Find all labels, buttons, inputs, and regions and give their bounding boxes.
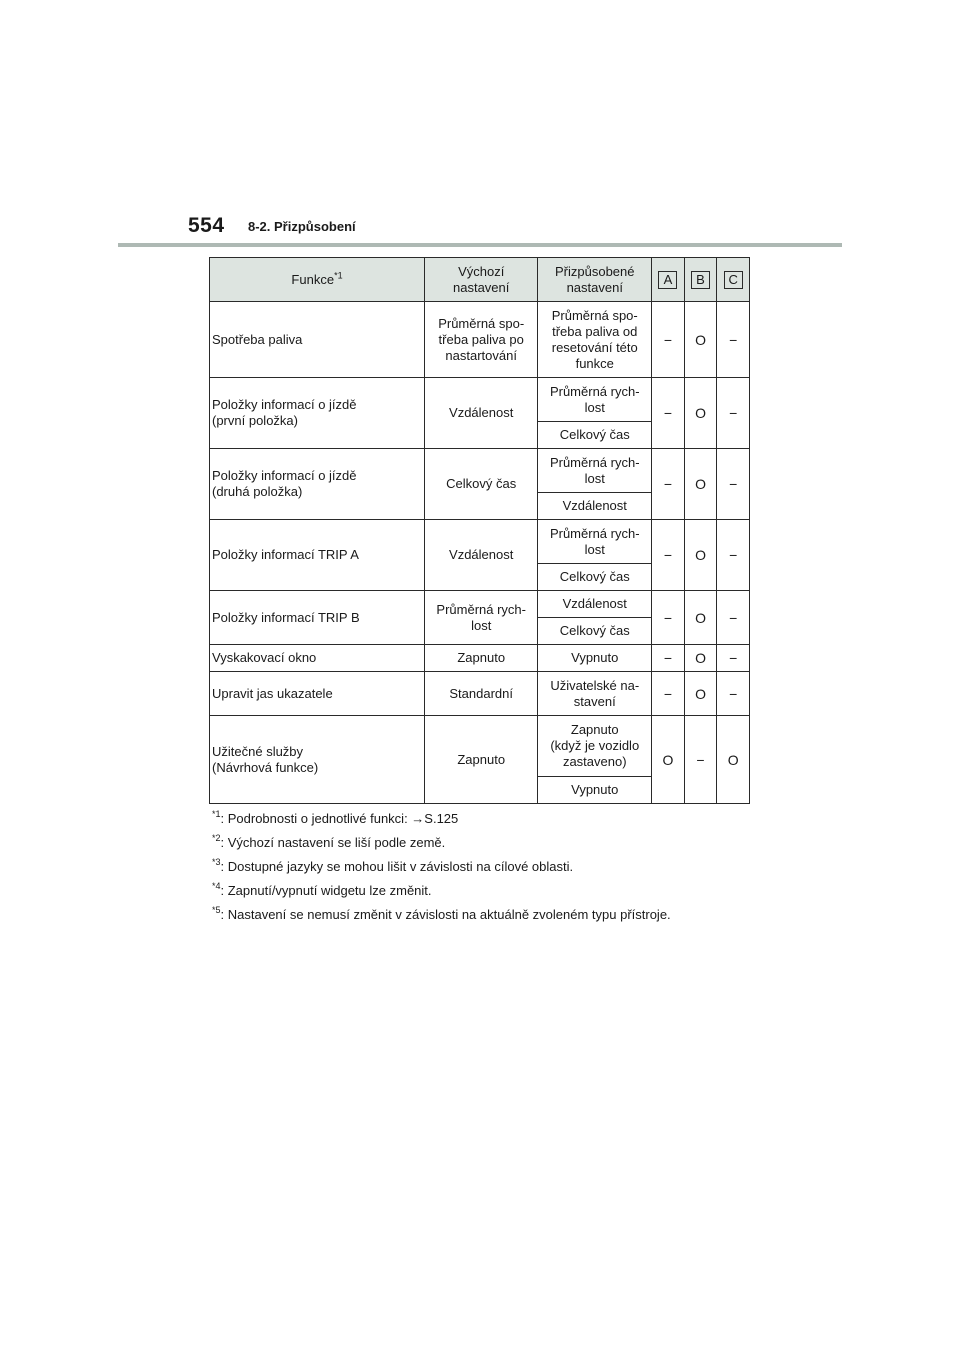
default-cell: Průměrná spo- třeba paliva po nastartování	[425, 302, 538, 378]
footnotes	[212, 811, 772, 931]
mark-cell-c: O	[717, 716, 750, 804]
footnote-item	[212, 859, 772, 883]
footnote-mark: *3	[212, 857, 221, 867]
mark-cell-a: −	[652, 645, 685, 672]
mark-cell-a: −	[652, 520, 685, 591]
table-row	[210, 449, 750, 493]
table-row	[210, 520, 750, 564]
footnote-text: : Nastavení se nemusí změnit v závislosti na aktuálně zvoleném typu přístroje.	[220, 907, 671, 922]
footnote-text: : Dostupné jazyky se mohou lišit v závislosti na cílové oblasti.	[220, 859, 574, 874]
feature-cell: Užitečné služby (Návrhová funkce)	[210, 716, 425, 804]
mark-cell-c: −	[717, 378, 750, 449]
custom-cell: Vypnuto	[538, 645, 652, 672]
custom-cell: Celkový čas	[538, 422, 652, 449]
settings-table	[209, 257, 750, 804]
footnote-item	[212, 907, 772, 931]
table-row	[210, 672, 750, 716]
mark-cell-c: −	[717, 645, 750, 672]
mark-cell-b: O	[684, 645, 717, 672]
footnote-ref: *1	[334, 270, 343, 281]
default-cell: Standardní	[425, 672, 538, 716]
mark-cell-a: −	[652, 672, 685, 716]
header-divider	[118, 243, 842, 247]
custom-cell: Průměrná spo- třeba paliva od resetování této funkce	[538, 302, 652, 378]
column-header-a: A	[652, 258, 685, 302]
footnote-mark: *4	[212, 881, 221, 891]
table-row	[210, 645, 750, 672]
footnote-item	[212, 883, 772, 907]
footnote-text: : Výchozí nastavení se liší podle země.	[220, 835, 446, 850]
footnote-mark: *2	[212, 833, 221, 843]
feature-cell: Položky informací o jízdě (druhá položka)	[210, 449, 425, 520]
feature-cell: Vyskakovací okno	[210, 645, 425, 672]
mark-cell-a: −	[652, 302, 685, 378]
feature-cell: Spotřeba paliva	[210, 302, 425, 378]
footnote-text: : Zapnutí/vypnutí widgetu lze změnit.	[220, 883, 432, 898]
mark-cell-a: −	[652, 378, 685, 449]
footnote-text: : Podrobnosti o jednotlivé funkci: →S.125	[220, 811, 459, 826]
custom-cell: Vzdálenost	[538, 493, 652, 520]
footnote-mark: *1	[212, 809, 221, 819]
mark-cell-a: O	[652, 716, 685, 804]
mark-cell-b: −	[684, 716, 717, 804]
column-header-default: Výchozí nastavení	[425, 258, 538, 302]
feature-cell: Položky informací o jízdě (první položka)	[210, 378, 425, 449]
default-cell: Celkový čas	[425, 449, 538, 520]
mark-cell-c: −	[717, 520, 750, 591]
table-header-row	[210, 258, 750, 302]
custom-cell: Celkový čas	[538, 564, 652, 591]
mark-cell-c: −	[717, 672, 750, 716]
column-header-b: B	[684, 258, 717, 302]
mark-cell-b: O	[684, 520, 717, 591]
default-cell: Zapnuto	[425, 716, 538, 804]
column-header-feature: Funkce$^{*1}$	[210, 258, 425, 302]
footnote-item	[212, 835, 772, 859]
mark-cell-b: O	[684, 302, 717, 378]
custom-cell: Uživatelské na- stavení	[538, 672, 652, 716]
default-cell: Zapnuto	[425, 645, 538, 672]
column-header-custom: Přizpůsobené nastavení	[538, 258, 652, 302]
feature-cell: Upravit jas ukazatele	[210, 672, 425, 716]
custom-cell: Vypnuto	[538, 777, 652, 804]
table-row	[210, 378, 750, 422]
custom-cell: Celkový čas	[538, 618, 652, 645]
mark-cell-c: −	[717, 591, 750, 645]
mark-cell-a: −	[652, 449, 685, 520]
mark-cell-b: O	[684, 378, 717, 449]
default-cell: Průměrná rych- lost	[425, 591, 538, 645]
mark-cell-b: O	[684, 449, 717, 520]
footnote-mark: *5	[212, 905, 221, 915]
mark-cell-a: −	[652, 591, 685, 645]
table-row	[210, 302, 750, 378]
custom-cell: Průměrná rych- lost	[538, 520, 652, 564]
section-title: 8-2. Přizpůsobení	[248, 219, 356, 234]
default-cell: Vzdálenost	[425, 520, 538, 591]
table-row	[210, 716, 750, 777]
custom-cell: Průměrná rych- lost	[538, 378, 652, 422]
mark-cell-c: −	[717, 302, 750, 378]
page-number: 554	[188, 214, 225, 237]
mark-cell-b: O	[684, 591, 717, 645]
custom-cell: Průměrná rych- lost	[538, 449, 652, 493]
table-row	[210, 591, 750, 618]
feature-cell: Položky informací TRIP B	[210, 591, 425, 645]
feature-cell: Položky informací TRIP A	[210, 520, 425, 591]
mark-cell-c: −	[717, 449, 750, 520]
custom-cell: Vzdálenost	[538, 591, 652, 618]
mark-cell-b: O	[684, 672, 717, 716]
column-header-c: C	[717, 258, 750, 302]
default-cell: Vzdálenost	[425, 378, 538, 449]
custom-cell: Zapnuto (když je vozidlo zastaveno)	[538, 716, 652, 777]
footnote-item	[212, 811, 772, 835]
